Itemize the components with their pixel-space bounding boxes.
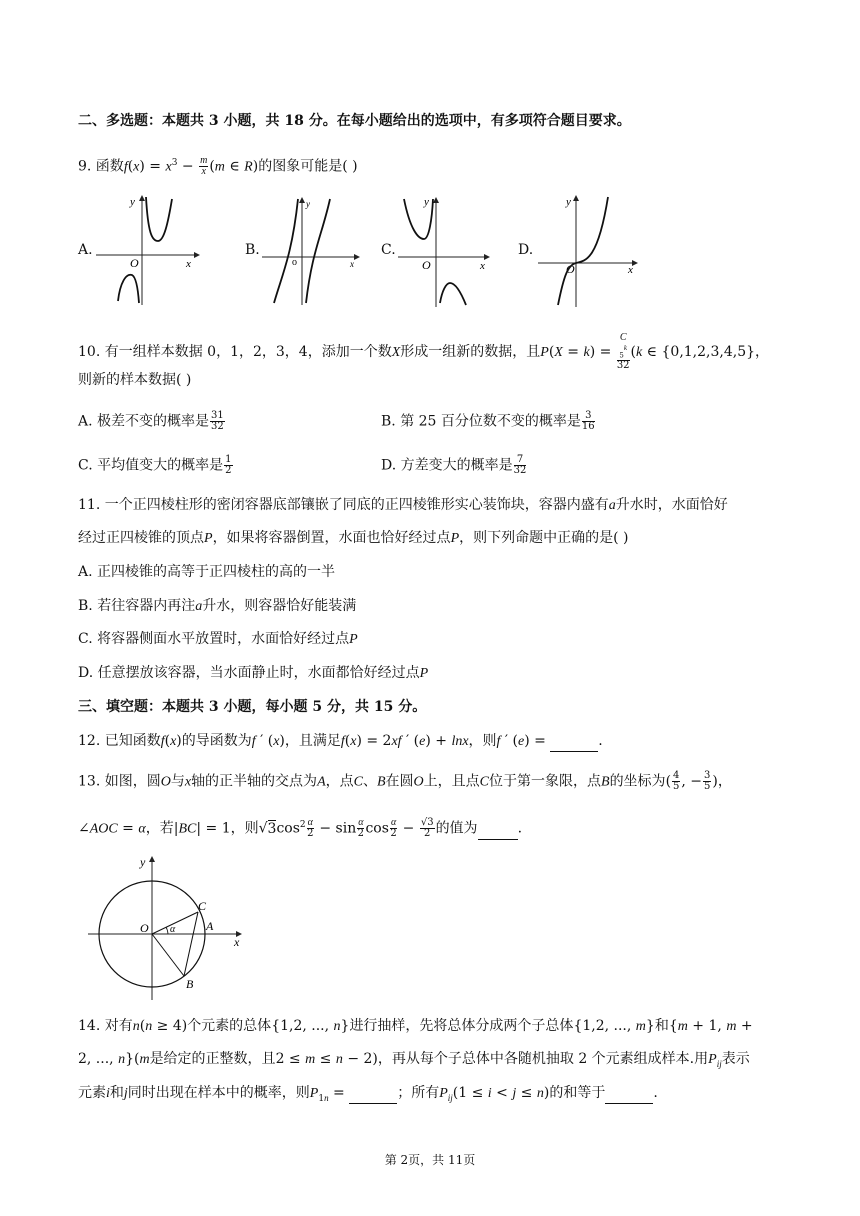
question-13-stem-line2: ∠AOC = α，若|BC| = 1，则$√3\cos^2$ $\frac{\alpha}{2}$ − sin $\frac{\alpha}{2}$ cos $\frac{\alpha}{2}$ − $\frac{√3}{2}$ 的值为 . xyxy=(78,817,523,840)
svg-text:y: y xyxy=(306,199,310,209)
question-14-stem-line1: 14. 对有n(n ≥ 4)个元素的总体{1,2, ..., n}进行抽样，先将总体分成两个子总体{1,2, ..., m}和{m + 1, m + xyxy=(78,1018,753,1034)
question-13-stem-line1: 13. 如图，圆O与x轴的正半轴的交点为A，点C、B在圆O上，且点C位于第一象限，点B的坐标为( $\frac{4}{5}$ , − $\frac{3}{5}$ )， xyxy=(78,770,732,792)
q9-option-c-label: C. xyxy=(381,242,396,258)
q11-option-a: A. 正四棱锥的高等于正四棱柱的高的一半 xyxy=(78,564,336,580)
q11-option-b: B. 若往容器内再注a升水，则容器恰好能装满 xyxy=(78,598,357,614)
question-14-stem-line3: 元素i和j同时出现在样本中的概率，则$P_{1n}$ = ；所有$P_{ij}(1 \le i < j \le n)$的和等于 . xyxy=(78,1085,658,1104)
svg-text:x: x xyxy=(350,259,354,269)
page-footer: 第 2页，共 11页 xyxy=(384,1153,476,1167)
q9-graph-b xyxy=(262,195,362,305)
question-10-stem-line1: 10. 有一组样本数据 0，1，2，3，4，添加一个数X形成一组新的数据，且P(X = k) = C $_5^k$ 32 (k ∈ {0,1,2,3,4,5}， xyxy=(78,332,770,372)
svg-text:x: x xyxy=(234,935,240,949)
question-10-stem-line2: 则新的样本数据( ) xyxy=(78,372,192,388)
q13-circle-figure xyxy=(88,854,248,1002)
question-12-stem: 12. 已知函数f(x)的导函数为f ′ (x)，且满足f(x) = 2xf ′ (e) + lnx，则f ′ (e) = . xyxy=(78,731,603,752)
svg-text:o: o xyxy=(292,257,297,268)
q11-option-d: D. 任意摆放该容器，当水面静止时，水面都恰好经过点P xyxy=(78,665,429,681)
q9-option-b-label: B. xyxy=(245,242,260,258)
question-9-stem: 9. 函数$f(x) = x^3$ − $\frac{m}{x}$ (m ∈ R)的图象可能是( ) xyxy=(78,155,358,178)
q9-graph-a xyxy=(96,193,201,305)
svg-text:x: x xyxy=(628,264,633,276)
svg-text:y: y xyxy=(566,196,571,208)
q11-option-c: C. 将容器侧面水平放置时，水面恰好经过点P xyxy=(78,631,358,647)
q10-option-a: A. 极差不变的概率是 $\frac{31}{32}$ xyxy=(78,410,224,432)
q10-option-b: B. 第 25 百分位数不变的概率是 $\frac{3}{16}$ xyxy=(381,410,595,432)
q9-option-a-label: A. xyxy=(78,242,93,258)
svg-text:C: C xyxy=(198,899,207,913)
svg-text:y: y xyxy=(424,196,429,208)
svg-text:α: α xyxy=(170,924,176,935)
svg-text:x: x xyxy=(186,258,191,270)
svg-text:O: O xyxy=(130,256,139,270)
section-header-multiple-choice: 二、多选题：本题共 3 小题，共 18 分。在每小题给出的选项中，有多项符合题目要求。 xyxy=(78,113,631,129)
q9-graph-d xyxy=(538,193,642,307)
svg-text:y: y xyxy=(130,196,135,208)
svg-text:O: O xyxy=(566,262,575,276)
section-header-fill-in: 三、填空题：本题共 3 小题，每小题 5 分，共 15 分。 xyxy=(78,699,427,715)
svg-text:y: y xyxy=(140,855,146,869)
svg-text:B: B xyxy=(186,977,194,991)
svg-text:O: O xyxy=(422,258,431,272)
q10-option-c: C. 平均值变大的概率是 $\frac{1}{2}$ xyxy=(78,454,232,476)
svg-text:O: O xyxy=(140,921,149,935)
question-14-stem-line2: 2, ..., n}(m是给定的正整数，且2 ≤ m ≤ n − 2)，再从每个子总体中各随机抽取 2 个元素组成样本.用$P_{ij}$表示 xyxy=(78,1051,750,1069)
question-11-stem-line1: 11. 一个正四棱柱形的密闭容器底部镶嵌了同底的正四棱锥形实心装饰块，容器内盛有a升水时，水面恰好 xyxy=(78,497,728,513)
svg-text:x: x xyxy=(480,260,485,272)
svg-text:A: A xyxy=(206,919,214,933)
question-11-stem-line2: 经过正四棱锥的顶点P，如果将容器倒置，水面也恰好经过点P，则下列命题中正确的是( ) xyxy=(78,530,629,546)
q9-graph-c xyxy=(398,195,498,307)
q9-option-d-label: D. xyxy=(518,242,534,258)
q10-option-d: D. 方差变大的概率是 $\frac{7}{32}$ xyxy=(381,454,527,476)
